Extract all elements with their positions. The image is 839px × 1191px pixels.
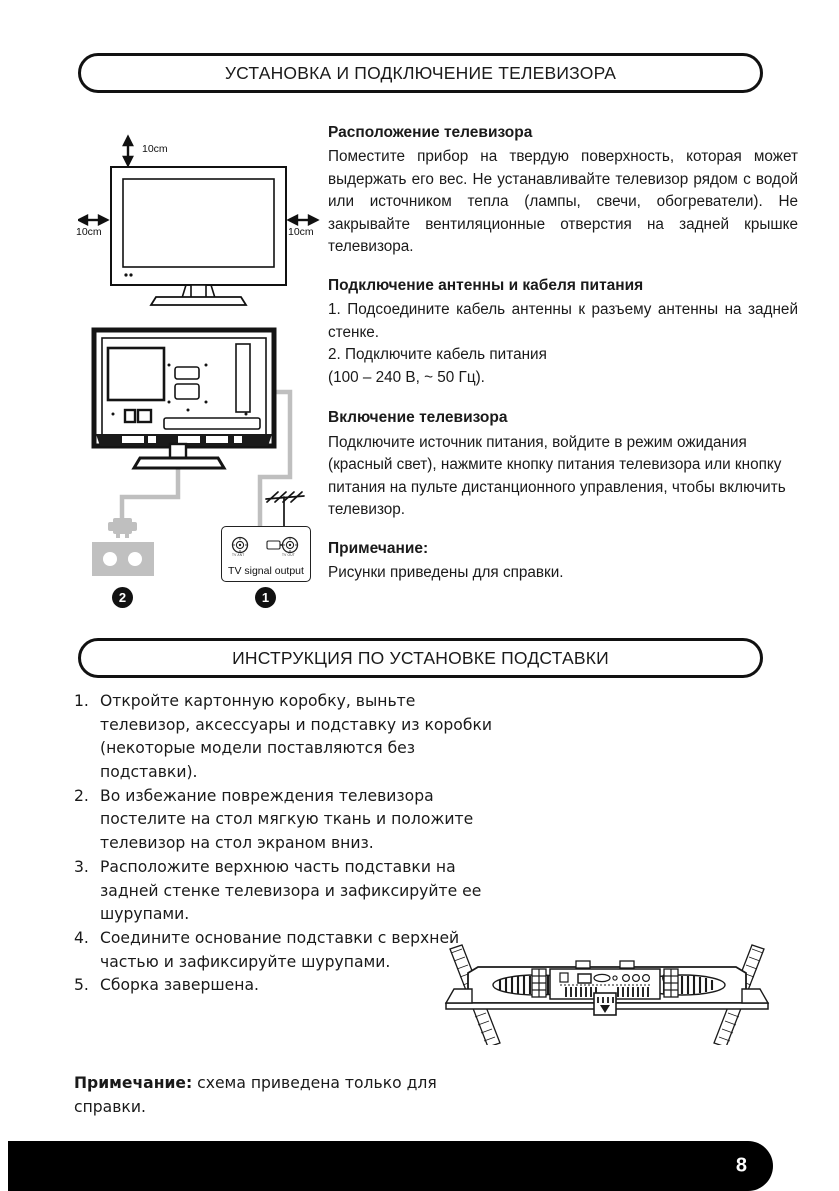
step-text: Соедините основание подставки с верхней частью и зафиксируйте шурупами. <box>100 928 460 971</box>
clearance-left-label: 10cm <box>76 226 102 238</box>
list-item <box>74 785 494 856</box>
stand-assembly-steps <box>74 690 494 998</box>
step-number: 3. <box>74 857 89 876</box>
step-text: Откройте картонную коробку, выньте телевизор, аксессуары и подставку из коробки (некоторые модели поставляются без подставки). <box>100 692 493 782</box>
figure-tv-clearance <box>78 125 328 310</box>
stand-assembly-note <box>74 1072 494 1119</box>
block-antenna-power-title: Подключение антенны и кабеля питания <box>328 276 644 294</box>
connector-left-micro-label: TV ANT <box>232 553 245 557</box>
block-note <box>328 538 798 585</box>
block-antenna-power-step-1: 1. Подсоедините кабель антенны к разъему антенны на задней стенке. <box>328 301 798 341</box>
figure-stand-assembly <box>432 925 782 1045</box>
step-text: Расположите верхнюю часть подставки на задней стенке телевизора и зафиксируйте ее шурупами. <box>100 857 482 924</box>
block-power-on <box>328 407 798 521</box>
list-item <box>74 927 494 974</box>
connector-right-micro-label: TV OUT <box>282 553 295 557</box>
section-header-installation-label: УСТАНОВКА И ПОДКЛЮЧЕНИЕ ТЕЛЕВИЗОРА <box>224 62 617 83</box>
block-antenna-power <box>328 275 798 389</box>
stand-assembly-note-label: Примечание: <box>74 1074 193 1092</box>
block-antenna-power-step-2: 2. Подключите кабель питания <box>328 346 547 364</box>
section-header-stand-assembly-label: ИНСТРУКЦИЯ ПО УСТАНОВКЕ ПОДСТАВКИ <box>232 647 609 668</box>
step-text: Сборка завершена. <box>100 976 259 995</box>
section-header-installation <box>78 53 763 93</box>
step-number: 1. <box>74 692 89 710</box>
figure-tv-connection <box>78 322 328 612</box>
tv-signal-output-caption: TV signal output <box>228 565 304 577</box>
marker-antenna-source: 1 <box>255 587 276 608</box>
block-note-body: Рисунки приведены для справки. <box>328 564 564 582</box>
block-power-on-title: Включение телевизора <box>328 409 508 427</box>
page-footer-bar <box>8 1141 773 1191</box>
block-tv-placement-body: Поместите прибор на твердую поверхность, которая может выдержать его вес. Не устанавливайте телевизор рядом с водой или источником тепла (лампы, свечи, обогреватели). Не закрывайте вентиляционные отверстия на задней крышке телевизора. <box>328 148 798 256</box>
clearance-right-label: 10cm <box>288 226 314 238</box>
list-item <box>74 856 494 927</box>
list-item <box>74 690 494 785</box>
stand-assembly-drawing <box>432 925 782 1045</box>
block-tv-placement <box>328 122 798 259</box>
tv-clearance-drawing <box>78 125 328 310</box>
installation-text-column <box>328 122 798 599</box>
page-number: 8 <box>735 1154 747 1177</box>
step-number: 2. <box>74 786 89 805</box>
stand-assembly-note-text: схема приведена только для справки. <box>74 1074 437 1116</box>
clearance-top-label: 10cm <box>142 143 168 155</box>
tv-rear-chassis <box>446 961 768 1015</box>
section-header-stand-assembly <box>78 638 763 678</box>
list-item <box>74 974 494 998</box>
block-tv-placement-title: Расположение телевизора <box>328 124 533 141</box>
block-antenna-power-voltage: (100 – 240 В, ~ 50 Гц). <box>328 368 485 386</box>
marker-power-outlet: 2 <box>112 587 133 608</box>
step-number: 4. <box>74 928 89 947</box>
tv-signal-output-box <box>221 526 311 582</box>
block-power-on-body: Подключите источник питания, войдите в режим ожидания (красный свет), нажмите кнопку питания телевизора или кнопку питания на пульте дистанционного управления, чтобы включить телевизор. <box>328 433 786 519</box>
step-number: 5. <box>74 976 89 995</box>
step-text: Во избежание повреждения телевизора постелите на стол мягкую ткань и положите телевизор на стол экраном вниз. <box>100 786 474 853</box>
block-note-title: Примечание: <box>328 539 429 557</box>
